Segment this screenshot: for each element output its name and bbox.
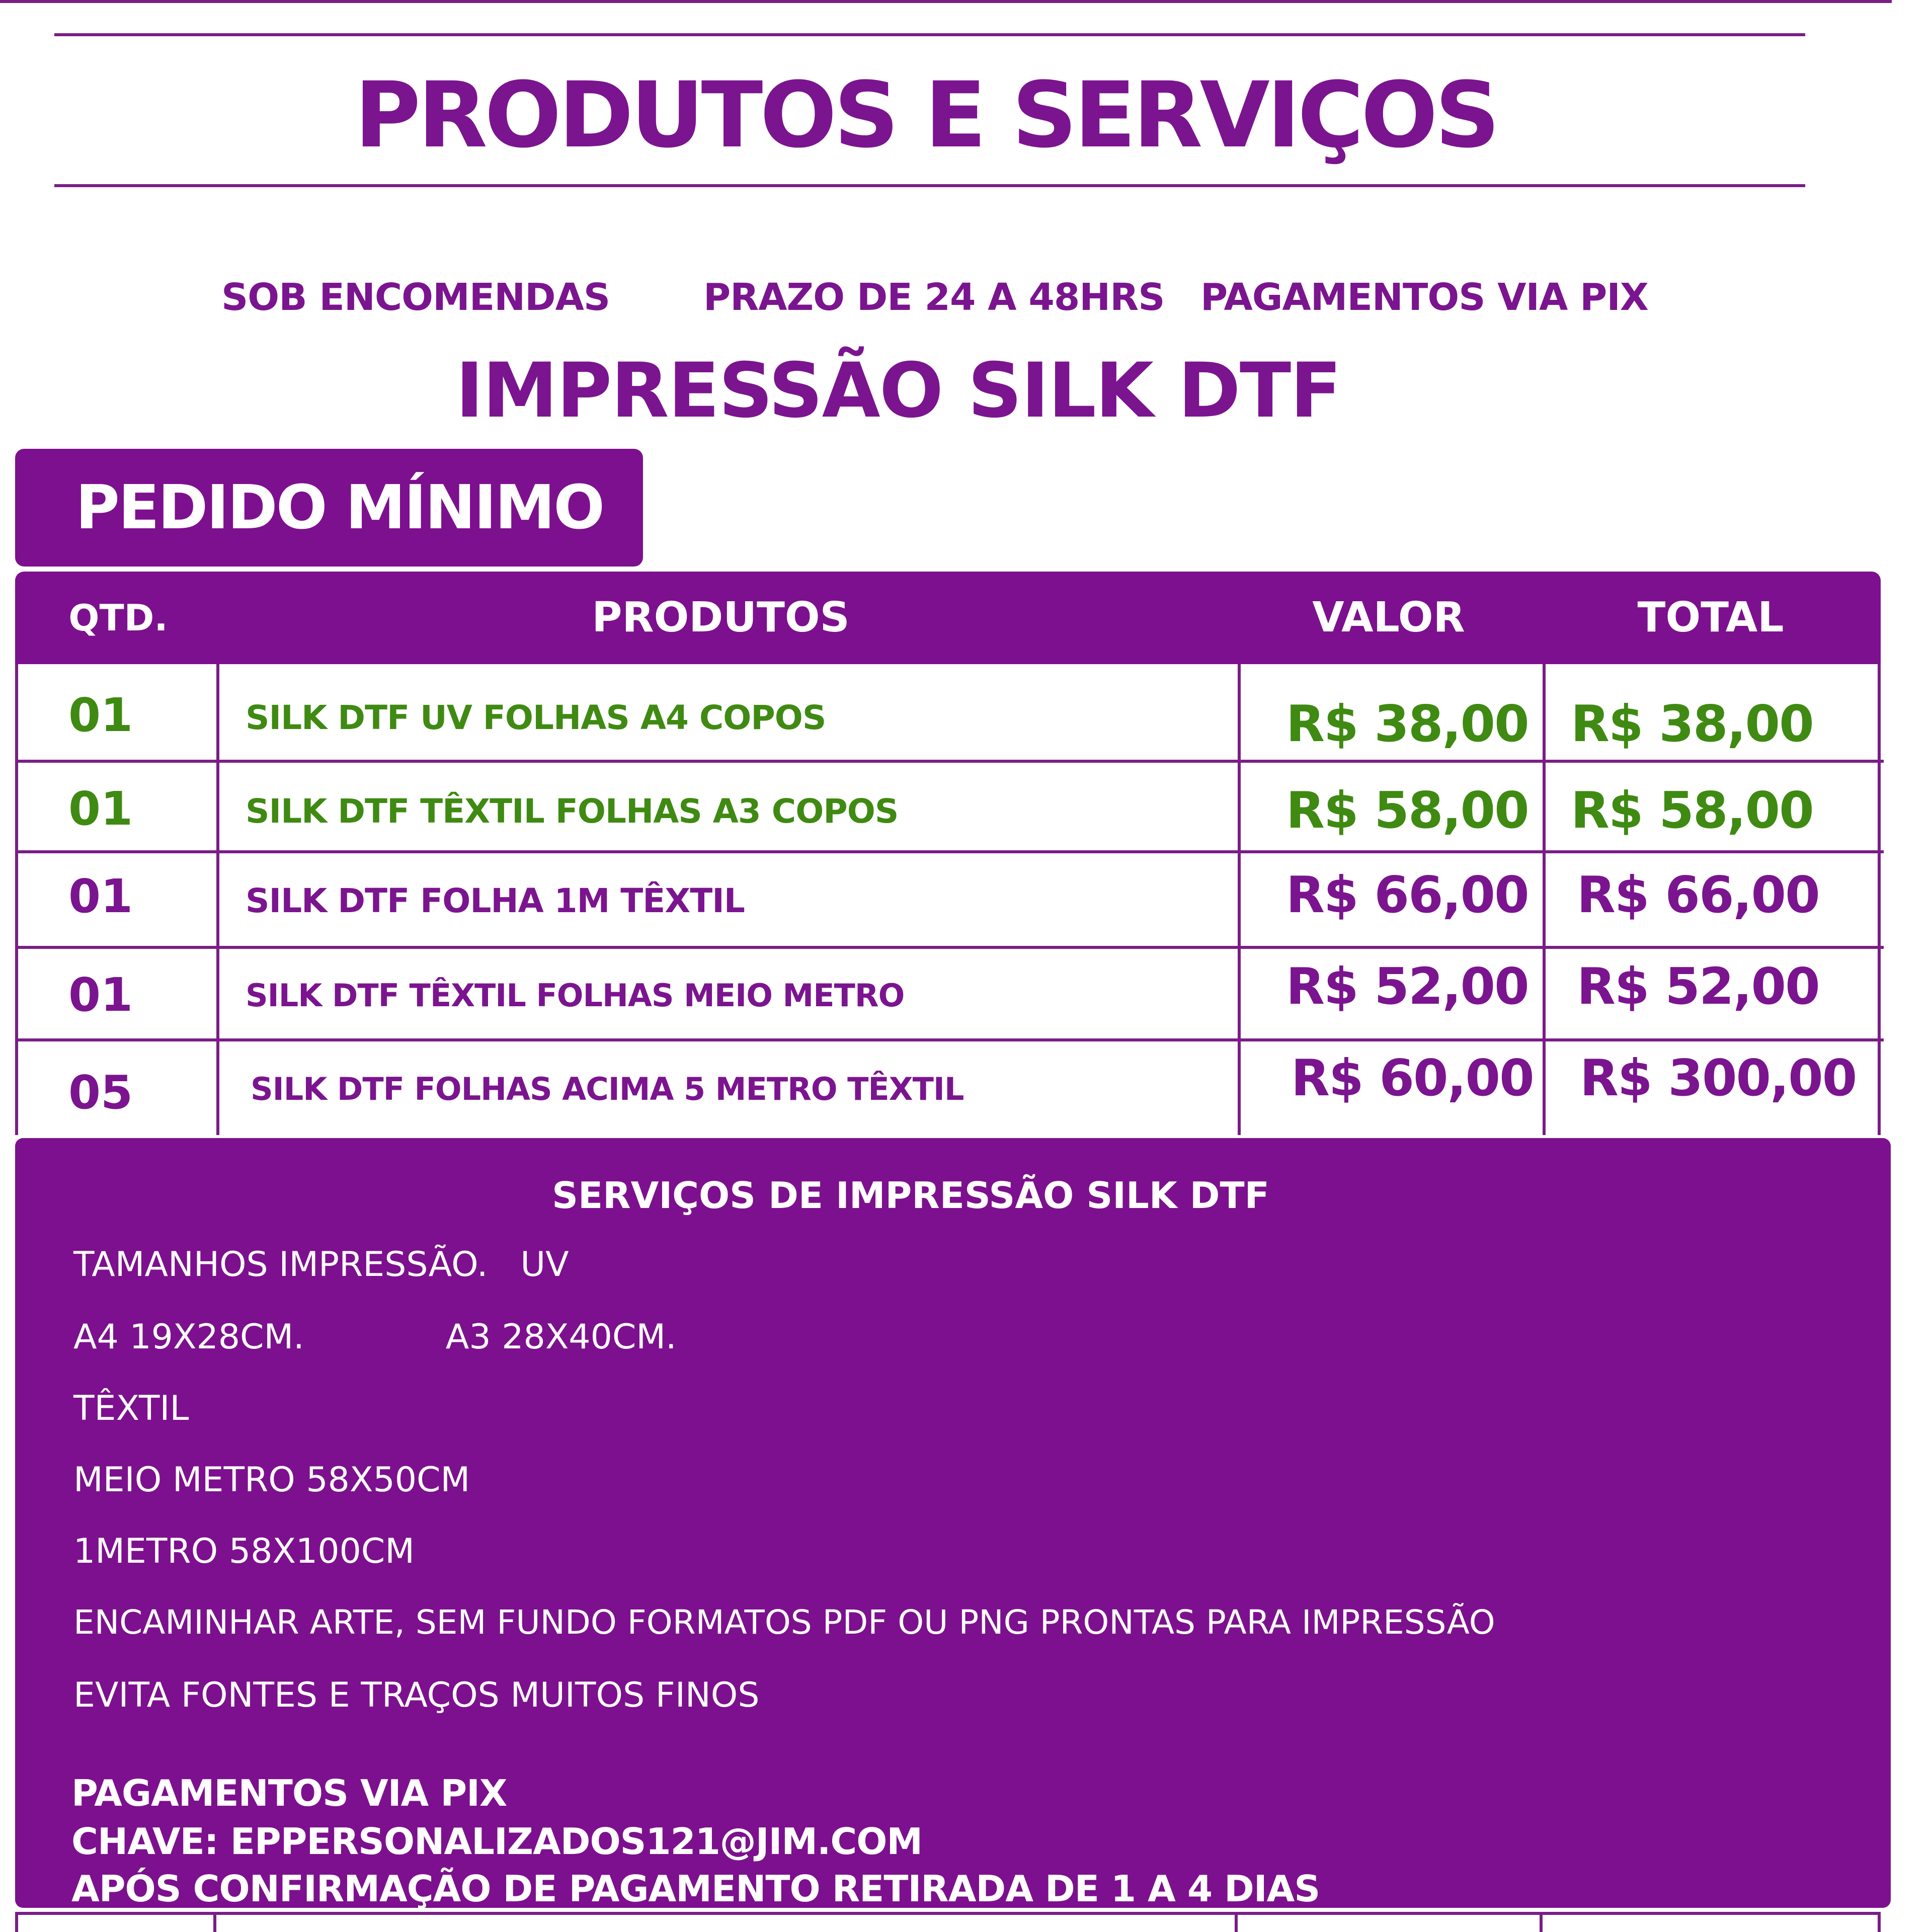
row-product: SILK DTF FOLHAS ACIMA 5 METRO TÊXTIL	[251, 1071, 964, 1107]
services-line: MEIO METRO 58X50CM	[73, 1460, 470, 1500]
services-panel	[15, 1138, 1891, 1908]
row-valor: R$ 52,00	[1286, 957, 1528, 1016]
row-qty: 01	[68, 782, 133, 836]
column-header-produtos: PRODUTOS	[592, 594, 850, 641]
services-line: EVITA FONTES E TRAÇOS MUITOS FINOS	[73, 1675, 760, 1715]
services-line: ENCAMINHAR ARTE, SEM FUNDO FORMATOS PDF OU PNG PRONTAS PARA IMPRESSÃO	[73, 1603, 1495, 1642]
pix-key: CHAVE: EPPERSONALIZADOS121@JIM.COM	[71, 1820, 923, 1863]
services-line: 1METRO 58X100CM	[73, 1532, 415, 1571]
title-bottom-divider	[54, 184, 1805, 187]
row-total: R$ 58,00	[1571, 781, 1813, 840]
info-pagamentos: PAGAMENTOS VIA PIX	[1200, 276, 1648, 319]
info-prazo: PRAZO DE 24 A 48HRS	[703, 276, 1165, 319]
row-valor: R$ 38,00	[1286, 694, 1528, 753]
column-divider	[15, 1912, 18, 1932]
column-divider	[1235, 1912, 1238, 1932]
table-row	[15, 946, 1881, 1038]
pickup-note: APÓS CONFIRMAÇÃO DE PAGAMENTO RETIRADA DE 1 A 4 DIAS	[71, 1868, 1320, 1910]
row-valor: R$ 60,00	[1291, 1049, 1534, 1107]
services-line: A4 19X28CM. A3 28X40CM.	[73, 1317, 677, 1357]
badge-label: PEDIDO MÍNIMO	[75, 472, 604, 543]
column-header-total: TOTAL	[1637, 594, 1784, 641]
pedido-minimo-badge	[15, 449, 643, 567]
row-product: SILK DTF UV FOLHAS A4 COPOS	[246, 698, 826, 737]
services-line: TÊXTIL	[73, 1389, 189, 1428]
row-product: SILK DTF TÊXTIL FOLHAS A3 COPOS	[246, 792, 899, 831]
bottom-table-edge	[15, 1912, 1881, 1915]
column-divider	[1878, 1912, 1881, 1932]
row-qty: 01	[68, 968, 133, 1022]
column-divider	[213, 1912, 216, 1932]
table-row	[15, 850, 1881, 946]
column-divider	[1540, 1912, 1543, 1932]
row-qty: 01	[68, 688, 133, 742]
column-header-qtd: QTD.	[68, 597, 168, 639]
table-header	[15, 572, 1881, 664]
services-line: TAMANHOS IMPRESSÃO. UV	[73, 1245, 569, 1284]
section-subtitle: IMPRESSÃO SILK DTF	[455, 347, 1341, 435]
column-header-valor: VALOR	[1312, 594, 1465, 641]
row-product: SILK DTF TÊXTIL FOLHAS MEIO METRO	[246, 977, 905, 1014]
payment-heading: PAGAMENTOS VIA PIX	[71, 1772, 507, 1814]
page-title: PRODUTOS E SERVIÇOS	[354, 63, 1497, 168]
row-total: R$ 52,00	[1577, 957, 1819, 1016]
table-row	[15, 1038, 1881, 1135]
row-valor: R$ 66,00	[1286, 865, 1528, 924]
top-edge-line	[0, 0, 1892, 3]
row-product: SILK DTF FOLHA 1M TÊXTIL	[246, 881, 745, 920]
services-title: SERVIÇOS DE IMPRESSÃO SILK DTF	[552, 1174, 1269, 1217]
info-sob-encomendas: SOB ENCOMENDAS	[221, 276, 610, 319]
row-qty: 05	[68, 1066, 133, 1119]
row-qty: 01	[68, 869, 133, 923]
row-valor: R$ 58,00	[1286, 781, 1528, 840]
row-total: R$ 38,00	[1571, 694, 1813, 753]
table-row	[15, 760, 1881, 850]
title-top-divider	[54, 33, 1805, 36]
row-total: R$ 300,00	[1580, 1049, 1857, 1107]
table-row	[15, 664, 1881, 760]
row-total: R$ 66,00	[1577, 865, 1819, 924]
